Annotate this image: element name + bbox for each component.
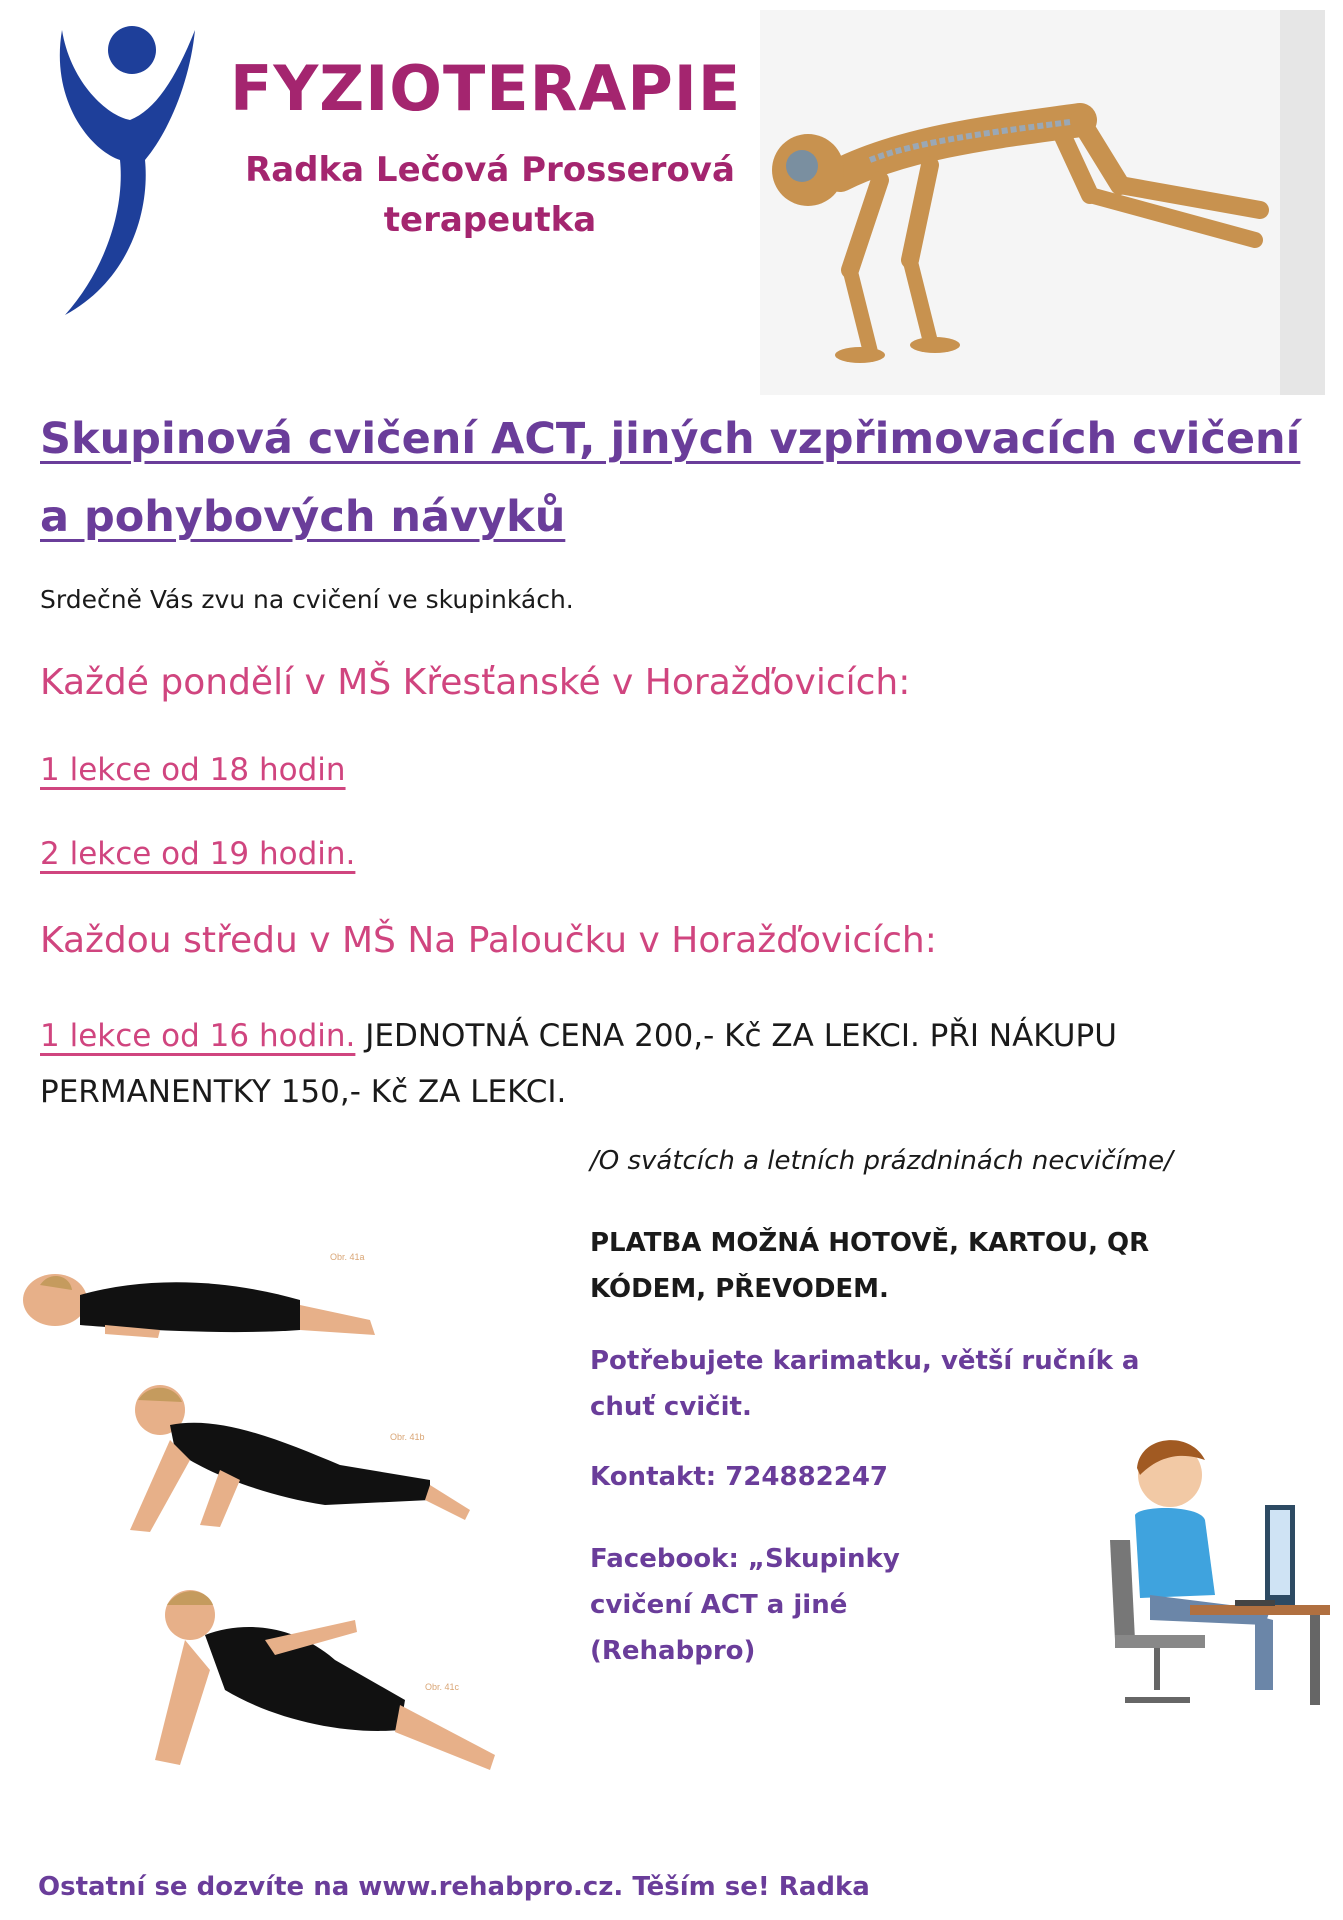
requirements-info: Potřebujete karimatku, větší ručník a chuť cvičit. — [590, 1346, 1140, 1422]
brand-subtitle — [230, 145, 750, 245]
monday-title: Každé pondělí v MŠ Křesťanské v Horažďovicích: — [40, 662, 911, 703]
monday-slot-2: 2 lekce od 19 hodin. — [40, 836, 356, 872]
payment-info: PLATBA MOŽNÁ HOTOVĚ, KARTOU, QR KÓDEM, PŘEVODEM. — [590, 1228, 1150, 1304]
wednesday-title: Každou středu v MŠ Na Paloučku v Horažďovicích: — [40, 920, 937, 961]
person-at-computer-illustration — [1095, 1420, 1330, 1720]
footer-text: Ostatní se dozvíte na www.rehabpro.cz. Těším se! Radka — [38, 1872, 870, 1902]
therapist-name: Radka Lečová Prosserová — [245, 150, 735, 190]
brand-title: FYZIOTERAPIE — [230, 52, 742, 125]
monday-slot-1: 1 lekce od 18 hodin — [40, 752, 346, 788]
heading-line-1: Skupinová cvičení ACT, jiných vzpřimovacích cvičení — [40, 414, 1301, 464]
wednesday-info — [40, 1008, 1300, 1120]
wednesday-slot-1: 1 lekce od 16 hodin. — [40, 1018, 356, 1054]
exercise-2-label: Obr. 41b — [390, 1432, 425, 1442]
facebook-info: Facebook: „Skupinky cvičení ACT a jiné (Rehabpro) — [590, 1544, 900, 1666]
exercise-photo-3 — [145, 1580, 515, 1780]
main-heading — [40, 400, 1300, 556]
fyzioterapie-logo-icon — [50, 10, 200, 320]
exercise-photo-2 — [110, 1380, 480, 1550]
price-text: JEDNOTNÁ CENA 200,- Kč ZA LEKCI. PŘI NÁKUPU PERMANENTKY 150,- Kč ZA LEKCI. — [40, 1018, 1117, 1110]
heading-line-2: a pohybových návyků — [40, 492, 566, 542]
exercise-photo-1 — [10, 1230, 410, 1360]
contact-info: Kontakt: 724882247 — [590, 1462, 889, 1492]
wooden-mannequin-illustration — [760, 10, 1325, 395]
holiday-note: /O svátcích a letních prázdninách necvičíme/ — [590, 1146, 1173, 1176]
therapist-role: terapeutka — [383, 200, 597, 240]
exercise-1-label: Obr. 41a — [330, 1252, 365, 1262]
exercise-3-label: Obr. 41c — [425, 1682, 460, 1692]
intro-text: Srdečně Vás zvu na cvičení ve skupinkách. — [40, 585, 574, 614]
